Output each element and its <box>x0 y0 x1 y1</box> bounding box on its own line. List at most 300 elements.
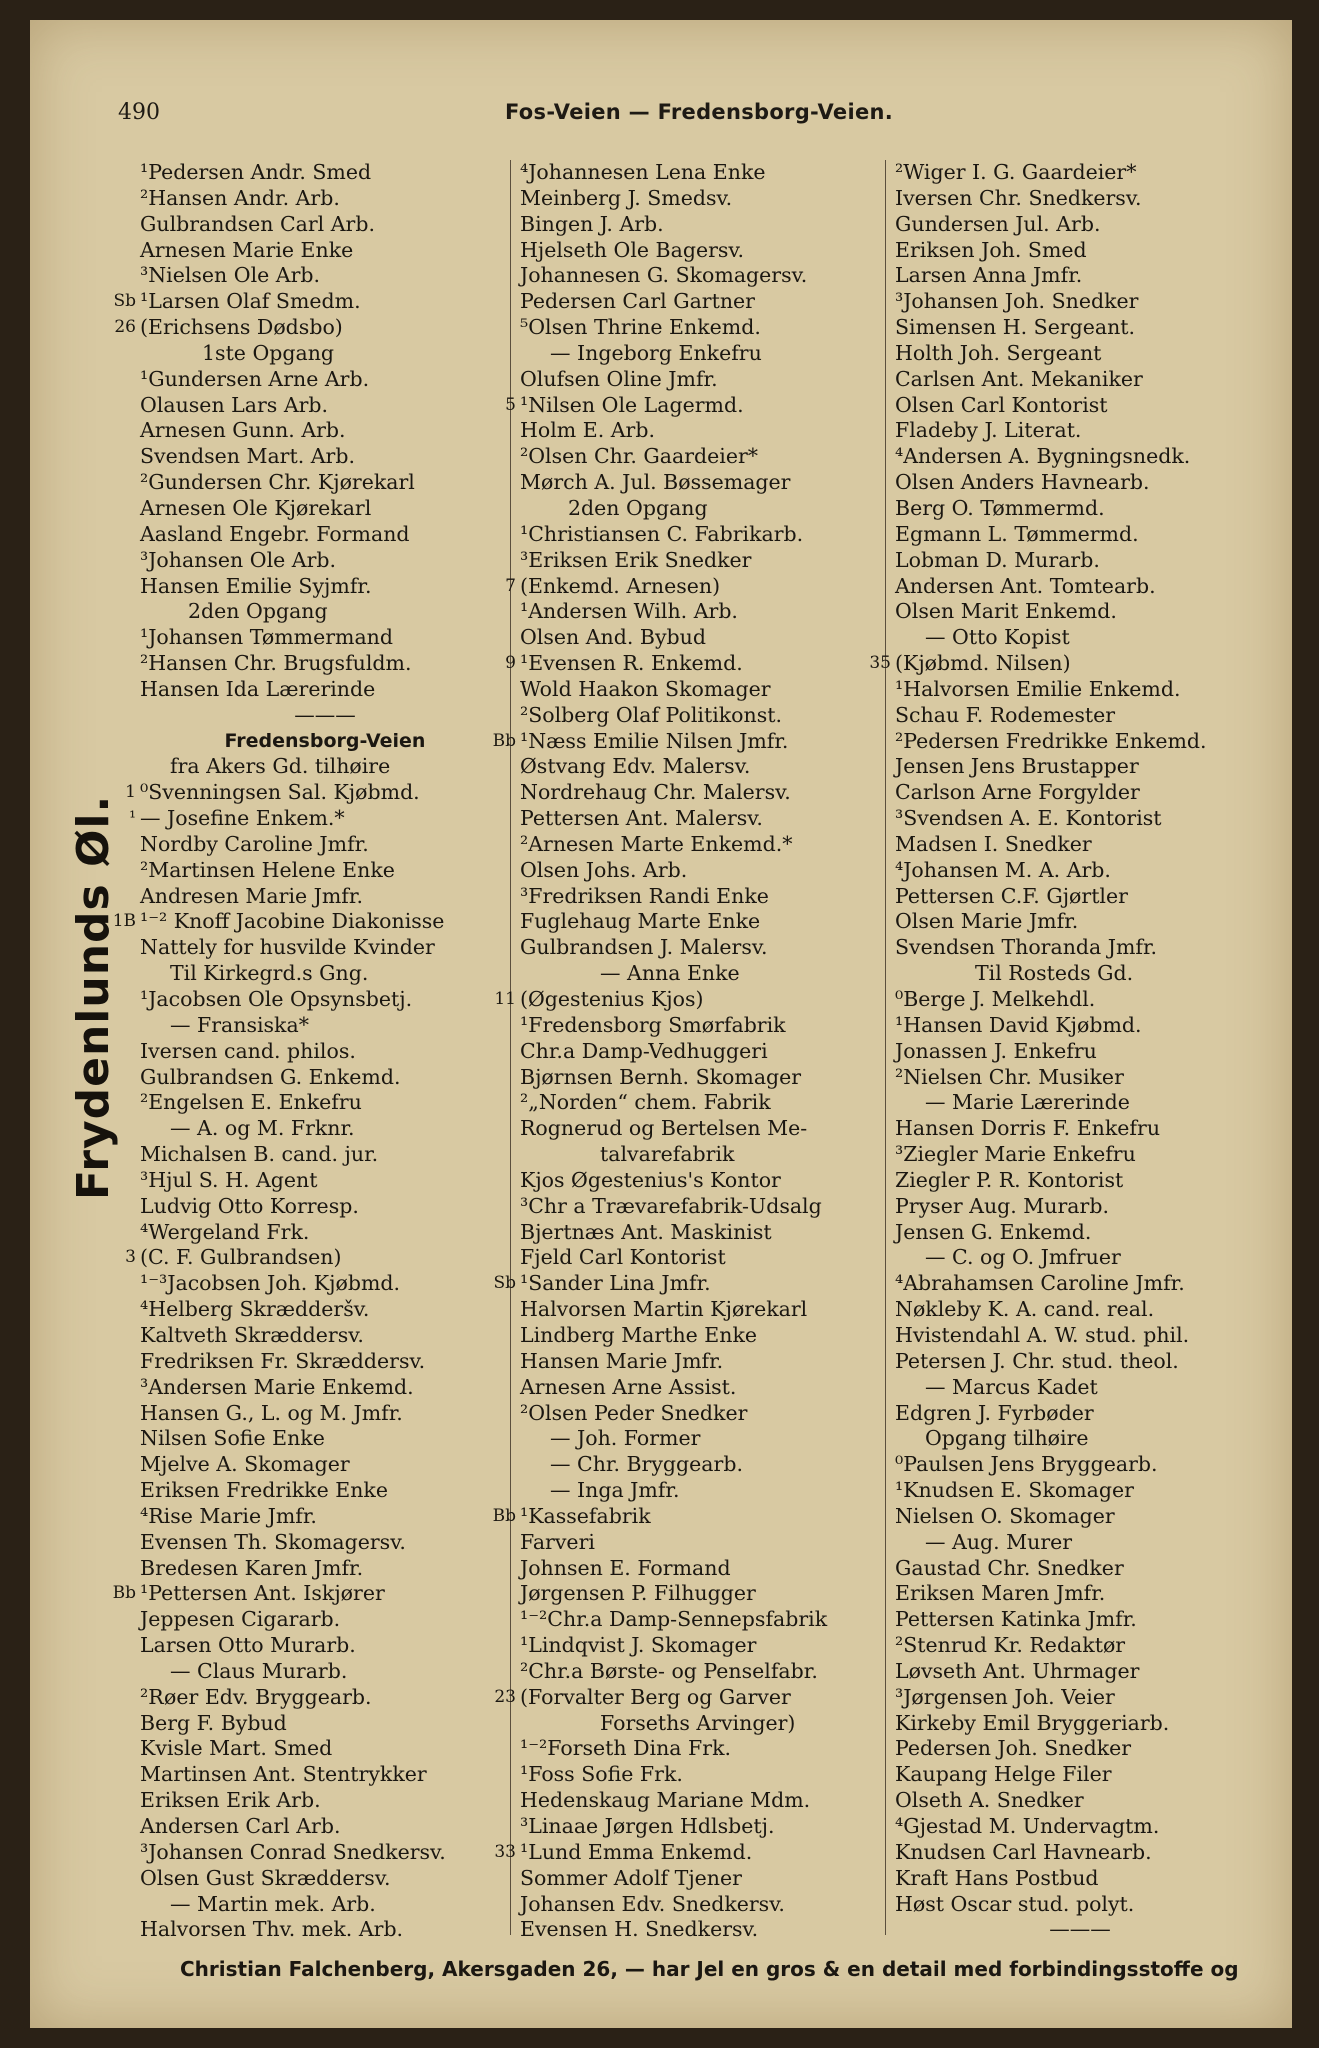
house-number-marker: Bb <box>492 1505 516 1526</box>
directory-entry <box>520 832 890 858</box>
directory-entry <box>505 651 890 677</box>
directory-entry <box>895 1039 1265 1065</box>
directory-entry <box>895 625 1265 651</box>
entry-text: ⁴Johannesen Lena Enke <box>520 160 766 184</box>
directory-entry <box>520 444 890 470</box>
directory-entry <box>520 1478 890 1504</box>
entry-text: Svendsen Thoranda Jmfr. <box>895 935 1158 960</box>
directory-entry <box>140 186 510 212</box>
directory-entry <box>520 1762 890 1788</box>
entry-text: ³Jørgensen Joh. Veier <box>895 1684 1115 1709</box>
entry-text: ²Engelsen E. Enkefru <box>140 1090 362 1115</box>
directory-entry <box>895 1556 1265 1582</box>
directory-entry <box>520 599 890 625</box>
entry-text: — Chr. Bryggearb. <box>550 1452 743 1477</box>
directory-entry <box>895 1065 1265 1091</box>
directory-entry <box>895 470 1265 496</box>
directory-entry <box>140 1220 510 1246</box>
directory-entry <box>140 1892 510 1918</box>
entry-text: Jensen G. Enkemd. <box>895 1219 1092 1244</box>
entry-text: — Fransiska* <box>170 1012 309 1037</box>
directory-entry <box>895 1917 1265 1943</box>
entry-text: Jeppesen Cigararb. <box>140 1607 341 1632</box>
entry-text: Berg F. Bybud <box>140 1710 287 1735</box>
directory-entry <box>895 1426 1265 1452</box>
directory-entry <box>140 1840 510 1866</box>
entry-text: (Enkemd. Arnesen) <box>520 573 721 598</box>
directory-entry <box>140 263 510 289</box>
entry-text: Pedersen Carl Gartner <box>520 289 755 314</box>
directory-entry <box>520 160 890 186</box>
entry-text: ⁴Gjestad M. Undervagtm. <box>895 1814 1160 1838</box>
directory-entry <box>493 1271 890 1297</box>
directory-entry <box>895 186 1265 212</box>
directory-entry <box>895 987 1265 1013</box>
directory-entry <box>520 548 890 574</box>
directory-entry <box>520 961 890 987</box>
running-head: Fos-Veien — Fredensborg-Veien. <box>505 100 894 124</box>
entry-text: Hansen G., L. og M. Jmfr. <box>140 1400 403 1425</box>
entry-text: Carlson Arne Forgylder <box>895 780 1140 805</box>
entry-text: ⁵Olsen Thrine Enkemd. <box>520 315 761 340</box>
directory-entry <box>140 729 510 755</box>
directory-entry <box>520 1323 890 1349</box>
directory-entry <box>520 1349 890 1375</box>
directory-entry <box>140 858 510 884</box>
entry-text: Forseths Arvinger) <box>600 1710 796 1735</box>
entry-text: — Josefine Enkem.* <box>140 806 345 831</box>
entry-text: ⁴Johansen M. A. Arb. <box>895 857 1111 882</box>
entry-text: Eriksen Joh. Smed <box>895 237 1087 262</box>
entry-text: Wold Haakon Skomager <box>520 676 771 701</box>
entry-text: ²Chr.a Børste- og Penselfabr. <box>520 1658 818 1683</box>
directory-entry <box>895 522 1265 548</box>
entry-text: Andersen Ant. Tomtearb. <box>895 573 1156 598</box>
directory-entry <box>494 1684 890 1711</box>
directory-entry <box>895 780 1265 806</box>
directory-entry <box>140 1530 510 1556</box>
directory-entry <box>895 703 1265 729</box>
entry-text: Kraft Hans Postbud <box>895 1865 1099 1890</box>
directory-entry <box>140 754 510 780</box>
entry-text: ³Chr a Trævarefabrik-Udsalg <box>520 1193 822 1218</box>
entry-text: Andersen Carl Arb. <box>140 1814 341 1838</box>
entry-text: Evensen Th. Skomagersv. <box>140 1529 406 1554</box>
directory-entry <box>895 1168 1265 1194</box>
entry-text: Michalsen B. cand. jur. <box>140 1142 379 1167</box>
directory-entry <box>140 212 510 238</box>
directory-column-3 <box>869 160 1265 1943</box>
directory-entry <box>895 909 1265 935</box>
directory-entry <box>140 1736 510 1762</box>
house-number-marker: Bb <box>112 1583 136 1604</box>
entry-text: fra Akers Gd. tilhøire <box>170 754 391 779</box>
directory-entry <box>140 1762 510 1788</box>
entry-text: Nielsen O. Skomager <box>895 1503 1115 1528</box>
entry-text: ²Solberg Olaf Politikonst. <box>520 702 782 727</box>
entry-text: (Erichsens Dødsbo) <box>140 315 343 340</box>
directory-entry <box>140 599 510 625</box>
directory-entry <box>520 1892 890 1918</box>
entry-text: Hansen Emilie Syjmfr. <box>140 573 372 598</box>
directory-entry <box>140 1297 510 1323</box>
entry-text: Nilsen Sofie Enke <box>140 1426 325 1451</box>
entry-text: 1ste Opgang <box>202 340 335 365</box>
directory-entry <box>140 1013 510 1039</box>
side-advertisement-label: Frydenlunds Øl. <box>68 794 119 1200</box>
entry-text: Edgren J. Fyrbøder <box>895 1400 1094 1425</box>
entry-text: ¹Knudsen E. Skomager <box>895 1478 1134 1503</box>
entry-text: Arnesen Ole Kjørekarl <box>140 495 372 520</box>
entry-text: ¹Johansen Tømmermand <box>140 625 393 650</box>
directory-entry <box>520 1039 890 1065</box>
directory-entry <box>895 1323 1265 1349</box>
entry-text: Olseth A. Snedker <box>895 1788 1084 1813</box>
entry-text: Petersen J. Chr. stud. theol. <box>895 1348 1179 1373</box>
entry-text: ²Pedersen Fredrikke Enkemd. <box>895 728 1207 753</box>
entry-text: Evensen H. Snedkersv. <box>520 1917 759 1942</box>
entry-text: ⁰Paulsen Jens Bryggearb. <box>895 1452 1158 1477</box>
directory-entry <box>869 651 1265 677</box>
entry-text: Nøkleby K. A. cand. real. <box>895 1297 1155 1322</box>
entry-text: ¹Christiansen C. Fabrikarb. <box>520 521 804 546</box>
directory-entry <box>140 1607 510 1633</box>
directory-entry <box>140 884 510 910</box>
house-number-marker: 1 <box>125 782 136 803</box>
directory-entry <box>140 651 510 677</box>
directory-entry <box>895 677 1265 703</box>
directory-entry <box>895 1194 1265 1220</box>
house-number-marker: Sb <box>113 291 136 312</box>
entry-text: Halvorsen Thv. mek. Arb. <box>140 1917 404 1942</box>
directory-entry <box>520 1659 890 1685</box>
entry-text: ⁴Helberg Skrædderšv. <box>140 1297 370 1322</box>
entry-text: Svendsen Mart. Arb. <box>140 444 355 469</box>
entry-text: — Anna Enke <box>600 961 740 986</box>
entry-text: Mørch A. Jul. Bøssemager <box>520 470 791 495</box>
directory-entry <box>895 1478 1265 1504</box>
directory-entry <box>140 1633 510 1659</box>
entry-text: ¹Halvorsen Emilie Enkemd. <box>895 676 1181 701</box>
directory-entry <box>520 1788 890 1814</box>
directory-entry <box>140 1065 510 1091</box>
directory-entry <box>520 367 890 393</box>
house-number-marker: 11 <box>494 989 516 1009</box>
entry-text: Til Kirkegrd.s Gng. <box>170 961 369 986</box>
directory-entry <box>895 1504 1265 1530</box>
entry-text: ¹⁻³Jacobsen Joh. Kjøbmd. <box>140 1271 401 1296</box>
directory-entry <box>520 1917 890 1943</box>
entry-text: Gaustad Chr. Snedker <box>895 1555 1124 1580</box>
directory-entry <box>895 341 1265 367</box>
directory-entry <box>895 1401 1265 1427</box>
directory-entry <box>895 1142 1265 1168</box>
directory-entry <box>895 754 1265 780</box>
directory-entry <box>140 444 510 470</box>
directory-entry <box>492 728 890 755</box>
directory-entry <box>895 1245 1265 1271</box>
directory-entry <box>520 263 890 289</box>
entry-text: — Claus Murarb. <box>170 1658 348 1683</box>
entry-text: ¹Evensen R. Enkemd. <box>520 651 743 676</box>
directory-entry <box>895 729 1265 755</box>
house-number-marker: 26 <box>114 317 136 338</box>
entry-text: — Otto Kopist <box>925 625 1070 650</box>
entry-text: Ludvig Otto Korresp. <box>140 1193 359 1218</box>
entry-text: Kaltveth Skræddersv. <box>140 1322 364 1347</box>
directory-entry <box>520 754 890 780</box>
entry-text: — Inga Jmfr. <box>550 1478 680 1503</box>
directory-entry <box>140 367 510 393</box>
entry-text: Holth Joh. Sergeant <box>895 340 1102 365</box>
directory-entry <box>140 1142 510 1168</box>
directory-entry <box>520 238 890 264</box>
entry-text: ¹⁻²Forseth Dina Frk. <box>520 1736 732 1761</box>
entry-text: Simensen H. Sergeant. <box>895 315 1136 340</box>
directory-entry <box>895 1685 1265 1711</box>
entry-text: ¹Gundersen Arne Arb. <box>140 366 370 391</box>
directory-entry <box>520 1711 890 1737</box>
directory-entry <box>140 1504 510 1530</box>
directory-entry <box>520 315 890 341</box>
entry-text: Larsen Anna Jmfr. <box>895 263 1083 288</box>
directory-entry <box>520 1426 890 1452</box>
directory-entry <box>520 1168 890 1194</box>
entry-text: Høst Oscar stud. polyt. <box>895 1891 1135 1916</box>
entry-text: ²Martinsen Helene Enke <box>140 857 395 882</box>
directory-entry <box>520 1633 890 1659</box>
directory-entry <box>140 1866 510 1892</box>
directory-entry <box>895 496 1265 522</box>
directory-entry <box>140 1168 510 1194</box>
entry-text: ¹Larsen Olaf Smedm. <box>140 289 361 314</box>
directory-entry <box>895 1581 1265 1607</box>
directory-entry <box>112 1581 510 1607</box>
house-number-marker: 35 <box>869 653 891 674</box>
directory-entry <box>520 212 890 238</box>
directory-entry <box>895 212 1265 238</box>
house-number-marker: Bb <box>492 730 516 751</box>
entry-text: ²Gundersen Chr. Kjørekarl <box>140 470 415 495</box>
entry-text: Carlsen Ant. Mekaniker <box>895 366 1143 391</box>
directory-entry <box>520 186 890 212</box>
entry-text: ¹Fredensborg Smørfabrik <box>520 1012 786 1037</box>
entry-text: Egmann L. Tømmermd. <box>895 521 1139 546</box>
directory-entry <box>140 1814 510 1840</box>
entry-text: Arnesen Arne Assist. <box>520 1374 737 1399</box>
directory-entry <box>895 1788 1265 1814</box>
directory-entry <box>520 858 890 884</box>
directory-entry <box>140 1917 510 1943</box>
directory-entry <box>520 1220 890 1246</box>
entry-text: ³Eriksen Erik Snedker <box>520 547 752 572</box>
directory-entry <box>520 1297 890 1323</box>
entry-text: Hansen Dorris F. Enkefru <box>895 1116 1161 1141</box>
entry-text: Pettersen Katinka Jmfr. <box>895 1607 1137 1632</box>
entry-text: Pryser Aug. Murarb. <box>895 1193 1109 1218</box>
entry-text: 2den Opgang <box>568 495 708 520</box>
entry-text: Arnesen Marie Enke <box>140 237 354 262</box>
entry-text: Jonassen J. Enkefru <box>895 1038 1097 1063</box>
entry-text: ³Johansen Conrad Snedkersv. <box>140 1839 446 1864</box>
entry-text: Schau F. Rodemester <box>895 702 1116 727</box>
directory-entry <box>520 1866 890 1892</box>
directory-entry <box>140 961 510 987</box>
directory-entry <box>520 806 890 832</box>
directory-entry <box>125 1245 510 1271</box>
entry-text: Johansen Edv. Snedkersv. <box>520 1891 785 1916</box>
entry-text: Gulbrandsen Carl Arb. <box>140 211 375 236</box>
entry-text: ²Olsen Chr. Gaardeier* <box>520 444 759 469</box>
entry-text: ——— <box>1049 1917 1111 1942</box>
directory-entry <box>895 1090 1265 1116</box>
entry-text: 2den Opgang <box>188 599 328 624</box>
entry-text: Holm E. Arb. <box>520 418 655 443</box>
directory-entry <box>505 392 890 419</box>
directory-entry <box>895 599 1265 625</box>
directory-column-2 <box>492 160 890 1943</box>
directory-entry <box>520 1013 890 1039</box>
entry-text: Hansen Marie Jmfr. <box>520 1348 724 1373</box>
entry-text: Gulbrandsen J. Malersv. <box>520 935 768 960</box>
entry-text: Arnesen Gunn. Arb. <box>140 418 346 443</box>
directory-entry <box>520 1090 890 1116</box>
entry-text: ⁰Svenningsen Sal. Kjøbmd. <box>140 780 420 805</box>
entry-text: ³Svendsen A. E. Kontorist <box>895 806 1162 831</box>
entry-text: Eriksen Erik Arb. <box>140 1788 321 1813</box>
entry-text: ³Fredriksen Randi Enke <box>520 883 769 908</box>
directory-entry <box>895 1349 1265 1375</box>
directory-entry <box>140 160 510 186</box>
entry-text: Jensen Jens Brustapper <box>895 754 1139 779</box>
directory-entry <box>140 548 510 574</box>
entry-text: ¹Jacobsen Ole Opsynsbetj. <box>140 987 413 1011</box>
directory-entry <box>140 1556 510 1582</box>
entry-text: Fjeld Carl Kontorist <box>520 1245 726 1270</box>
entry-text: Gulbrandsen G. Enkemd. <box>140 1064 401 1089</box>
house-number-marker: 5 <box>505 394 516 415</box>
entry-text: Halvorsen Martin Kjørekarl <box>520 1297 808 1322</box>
directory-entry <box>895 1013 1265 1039</box>
entry-text: Fladeby J. Literat. <box>895 418 1082 443</box>
entry-text: (Kjøbmd. Nilsen) <box>895 651 1071 676</box>
directory-entry <box>140 574 510 600</box>
directory-entry <box>895 1866 1265 1892</box>
directory-entry <box>895 806 1265 832</box>
directory-entry <box>140 1685 510 1711</box>
directory-entry <box>140 1194 510 1220</box>
directory-entry <box>895 935 1265 961</box>
directory-entry <box>895 1452 1265 1478</box>
entry-text: Opgang tilhøire <box>925 1426 1089 1451</box>
directory-entry <box>520 1556 890 1582</box>
directory-entry <box>140 625 510 651</box>
entry-text: Østvang Edv. Malersv. <box>520 754 751 779</box>
directory-entry <box>895 160 1265 186</box>
entry-text: Olsen Johs. Arb. <box>520 857 688 882</box>
house-number-marker: ¹ <box>129 808 136 829</box>
directory-entry <box>520 470 890 496</box>
directory-entry <box>520 1065 890 1091</box>
entry-text: Olsen And. Bybud <box>520 625 706 650</box>
directory-entry <box>520 1375 890 1401</box>
entry-text: — Martin mek. Arb. <box>170 1891 376 1916</box>
entry-text: Johannesen G. Skomagersv. <box>520 263 808 288</box>
entry-text: Mjelve A. Skomager <box>140 1452 350 1477</box>
directory-entry <box>520 1607 890 1633</box>
directory-entry <box>895 858 1265 884</box>
entry-text: Olsen Carl Kontorist <box>895 392 1108 417</box>
entry-text: Lobman D. Murarb. <box>895 547 1100 572</box>
entry-text: Hansen Ida Lærerinde <box>140 676 376 701</box>
entry-text: — Aug. Murer <box>925 1529 1073 1554</box>
house-number-marker: Sb <box>493 1273 516 1294</box>
entry-text: Pettersen C.F. Gjørtler <box>895 883 1128 908</box>
entry-text: Larsen Otto Murarb. <box>140 1633 356 1658</box>
entry-text: Sommer Adolf Tjener <box>520 1865 742 1890</box>
entry-text: ²Nielsen Chr. Musiker <box>895 1064 1124 1089</box>
entry-text: — Marcus Kadet <box>925 1374 1098 1399</box>
entry-text: Kirkeby Emil Bryggeriarb. <box>895 1710 1170 1735</box>
directory-entry <box>125 780 510 806</box>
entry-text: ⁴Abrahamsen Caroline Jmfr. <box>895 1271 1185 1296</box>
footer-advertisement: Christian Falchenberg, Akersgaden 26, — har Jel en gros & en detail med forbindingsstoffe og <box>180 1957 1239 1981</box>
entry-text: Johnsen E. Formand <box>520 1555 731 1580</box>
entry-text: Hedenskaug Mariane Mdm. <box>520 1788 811 1813</box>
directory-entry <box>895 1892 1265 1918</box>
entry-text: Farveri <box>520 1529 595 1554</box>
directory-entry <box>895 367 1265 393</box>
directory-entry <box>895 1711 1265 1737</box>
entry-text: Madsen I. Snedker <box>895 831 1092 856</box>
entry-text: Fredriksen Fr. Skræddersv. <box>140 1348 426 1373</box>
entry-text: Olsen Marie Jmfr. <box>895 909 1079 934</box>
entry-text: ²Arnesen Marte Enkemd.* <box>520 831 793 856</box>
entry-text: ¹Lindqvist J. Skomager <box>520 1633 757 1658</box>
entry-text: Nordrehaug Chr. Malersv. <box>520 780 791 805</box>
entry-text: — Marie Lærerinde <box>925 1090 1130 1115</box>
directory-entry <box>895 1116 1265 1142</box>
directory-entry <box>520 289 890 315</box>
entry-text: Olufsen Oline Jmfr. <box>520 366 718 391</box>
entry-text: ²Stenrud Kr. Redaktør <box>895 1633 1126 1658</box>
entry-text: ¹Pedersen Andr. Smed <box>140 160 372 184</box>
entry-text: ³Johansen Joh. Snedker <box>895 289 1139 314</box>
directory-entry <box>140 1116 510 1142</box>
entry-text: Bingen J. Arb. <box>520 211 664 236</box>
directory-entry <box>520 1401 890 1427</box>
directory-entry <box>520 496 890 522</box>
directory-entry <box>895 393 1265 419</box>
entry-text: (Forvalter Berg og Garver <box>520 1684 791 1709</box>
entry-text: Pettersen Ant. Malersv. <box>520 806 763 831</box>
directory-entry <box>140 935 510 961</box>
house-number-marker: 3 <box>125 1247 136 1268</box>
house-number-marker: 7 <box>505 575 516 596</box>
entry-text: Fuglehaug Marte Enke <box>520 909 761 934</box>
entry-text: ²Røer Edv. Bryggearb. <box>140 1684 372 1709</box>
entry-text: Lindberg Marthe Enke <box>520 1322 758 1347</box>
entry-text: Kvisle Mart. Smed <box>140 1736 333 1761</box>
directory-entry <box>505 573 890 600</box>
directory-entry <box>140 987 510 1013</box>
entry-text: Eriksen Maren Jmfr. <box>895 1581 1106 1606</box>
directory-entry <box>494 987 890 1013</box>
entry-text: Iversen Chr. Snedkersv. <box>895 185 1142 210</box>
entry-text: ²Wiger I. G. Gaardeier* <box>895 160 1137 184</box>
entry-text: Berg O. Tømmermd. <box>895 495 1105 520</box>
entry-text: ¹Lund Emma Enkemd. <box>520 1839 753 1864</box>
